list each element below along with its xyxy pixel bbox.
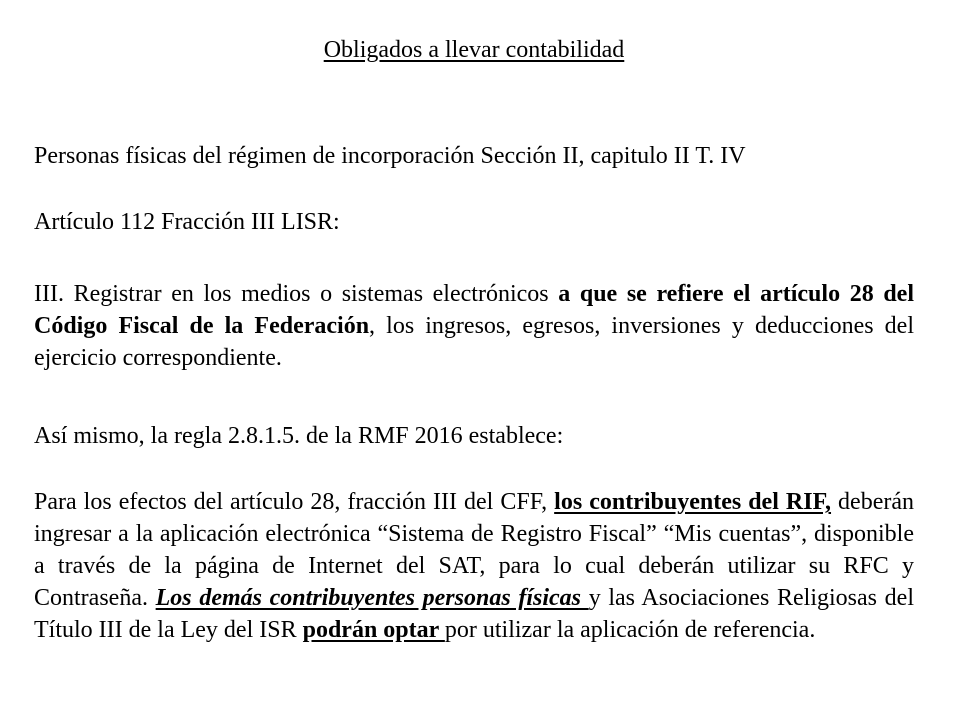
rule-emphasis-podran-optar: podrán optar — [302, 617, 445, 643]
rule-intro: Así mismo, la regla 2.8.1.5. de la RMF 2016 establece: — [34, 423, 564, 449]
rule-text-2: deberán ingresar a la aplicación electrónica “Sistema de Registro Fiscal” “Mis cuentas”, disponible a través de la página de Internet del SAT, para lo cual deberán utilizar su RFC y Contraseña. — [34, 489, 915, 611]
rule-text-3: y las Asociaciones Religiosas del Título III de la Ley del ISR — [34, 585, 914, 643]
fraction-iii-text-1: III. Registrar en los medios o sistemas electrónicos — [34, 281, 559, 307]
article-reference: Artículo 112 Fracción III LISR: — [34, 209, 340, 235]
document-title — [34, 32, 914, 68]
rule-emphasis-rif: los contribuyentes del RIF, — [554, 489, 832, 515]
document-title-text: Obligados a llevar contabilidad — [323, 37, 625, 63]
rule-paragraph — [34, 486, 914, 646]
rule-text-1: Para los efectos del artículo 28, fracción III del CFF, — [34, 489, 555, 515]
rule-text-4: por utilizar la aplicación de referencia. — [444, 617, 816, 643]
rule-emphasis-otros-contribuyentes: Los demás contribuyentes personas físicas — [155, 585, 589, 611]
document-page — [34, 0, 914, 720]
fraction-iii-bold-reference: a que se refiere el artículo 28 del Código Fiscal de la Federación — [34, 281, 914, 339]
fraction-iii-paragraph — [34, 278, 914, 374]
fraction-iii-text-2: , los ingresos, egresos, inversiones y deducciones del ejercicio correspondiente. — [34, 313, 914, 371]
intro-line: Personas físicas del régimen de incorporación Sección II, capitulo II T. IV — [34, 143, 746, 169]
